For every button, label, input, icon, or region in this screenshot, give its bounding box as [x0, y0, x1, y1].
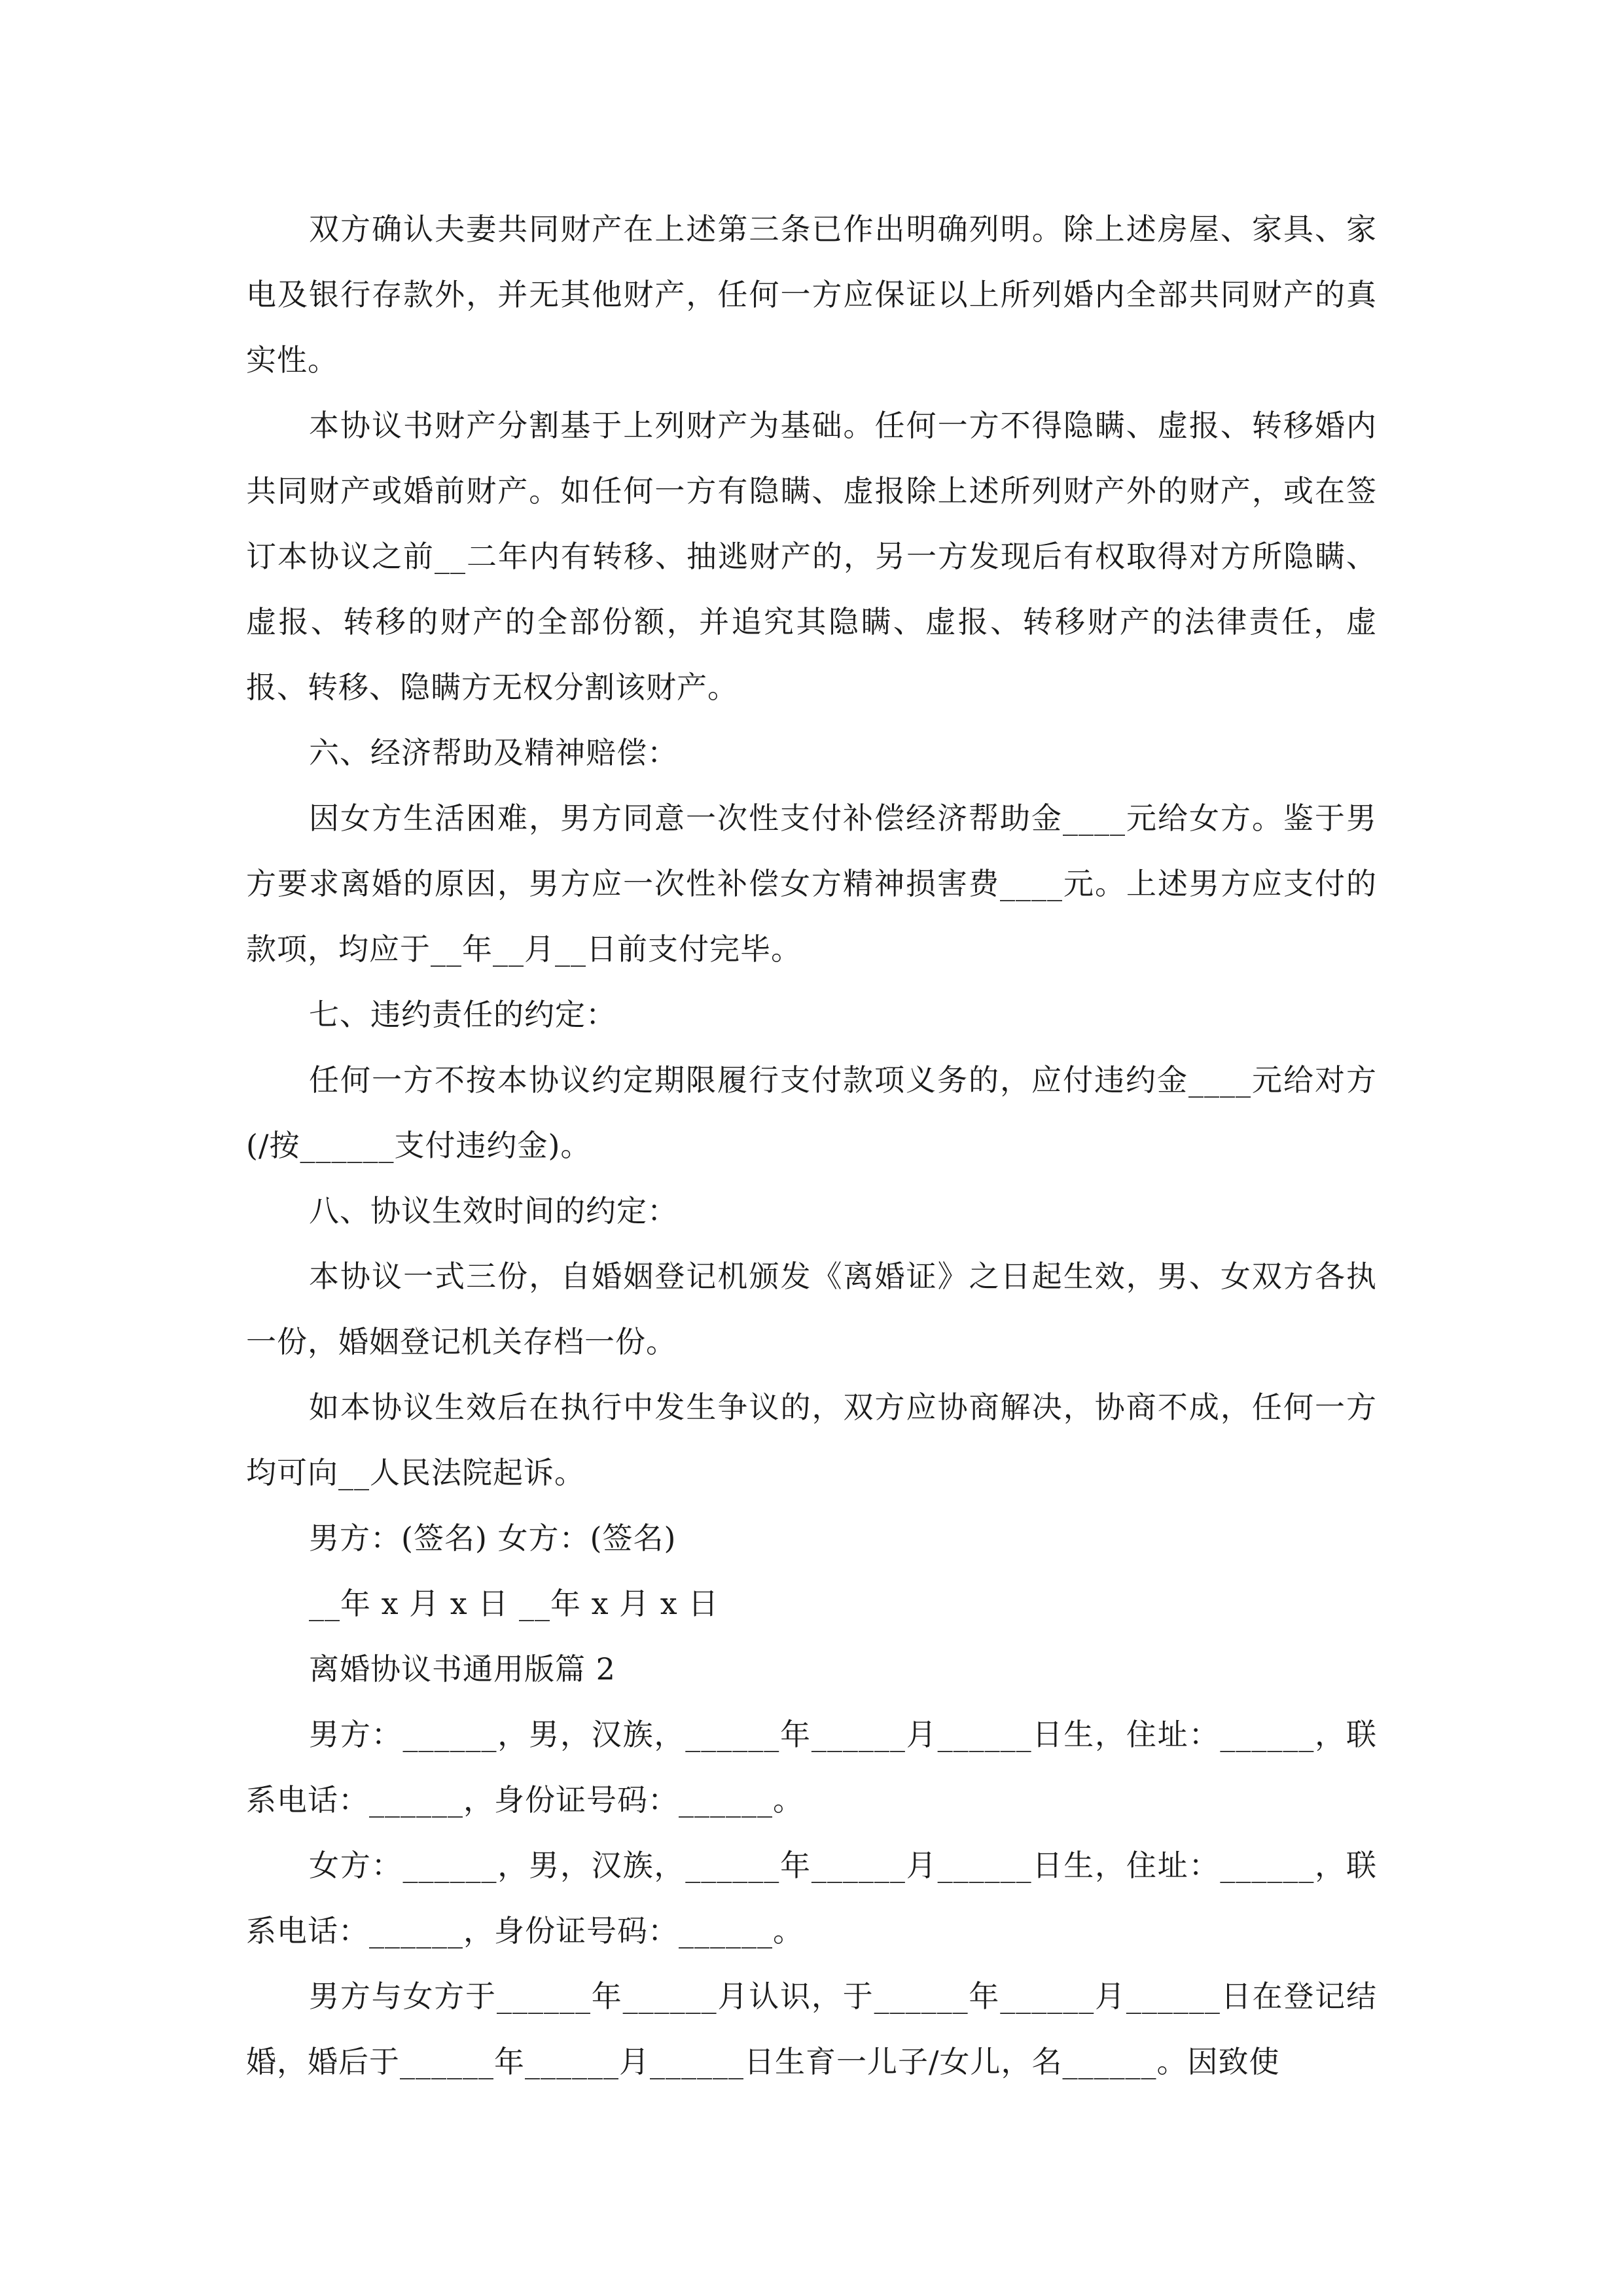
- paragraph-effective-time: 本协议一式三份，自婚姻登记机颁发《离婚证》之日起生效，男、女双方各执一份，婚姻登记机关存档一份。: [246, 1259, 1377, 1359]
- article-title-version-2: 离婚协议书通用版篇 2: [309, 1651, 616, 1687]
- paragraph-economic-help: 因女方生活困难，男方同意一次性支付补偿经济帮助金____元给女方。鉴于男方要求离婚的原因，男方应一次性补偿女方精神损害费____元。上述男方应支付的款项，均应于__年__月__日前支付完毕。: [246, 800, 1377, 967]
- document-body: [246, 196, 1377, 2094]
- section-heading-effective-time: 八、协议生效时间的约定：: [309, 1193, 678, 1229]
- section-heading-breach-liability: 七、违约责任的约定：: [309, 997, 616, 1032]
- paragraph-property-confirmation: 双方确认夫妻共同财产在上述第三条已作出明确列明。除上述房屋、家具、家电及银行存款外，并无其他财产，任何一方应保证以上所列婚内全部共同财产的真实性。: [246, 211, 1377, 378]
- paragraph-dispute-resolution: 如本协议生效后在执行中发生争议的，双方应协商解决，协商不成，任何一方均可向__人民法院起诉。: [246, 1390, 1377, 1490]
- signature-line: 男方：(签名) 女方：(签名): [309, 1520, 677, 1556]
- paragraph-breach-liability: 任何一方不按本协议约定期限履行支付款项义务的，应付违约金____元给对方(/按______支付违约金)。: [246, 1062, 1377, 1163]
- signature-date-line: __年 x 月 x 日 __年 x 月 x 日: [309, 1586, 719, 1621]
- paragraph-female-party-info: 女方：______，男，汉族，______年______月______日生，住址：______，联系电话：______，身份证号码：______。: [246, 1848, 1378, 1948]
- section-heading-economic-help: 六、经济帮助及精神赔偿：: [309, 735, 678, 770]
- paragraph-marriage-history: 男方与女方于______年______月认识，于______年______月______日在登记结婚，婚后于______年______月______日生育一儿子/女儿，名______。因致使: [246, 1979, 1377, 2079]
- paragraph-male-party-info: 男方：______，男，汉族，______年______月______日生，住址：______，联系电话：______，身份证号码：______。: [246, 1717, 1378, 1818]
- paragraph-property-division: 本协议书财产分割基于上列财产为基础。任何一方不得隐瞒、虚报、转移婚内共同财产或婚前财产。如任何一方有隐瞒、虚报除上述所列财产外的财产，或在签订本协议之前__二年内有转移、抽逃财产的，另一方发现后有权取得对方所隐瞒、虚报、转移的财产的全部份额，并追究其隐瞒、虚报、转移财产的法律责任，虚报、转移、隐瞒方无权分割该财产。: [246, 408, 1377, 705]
